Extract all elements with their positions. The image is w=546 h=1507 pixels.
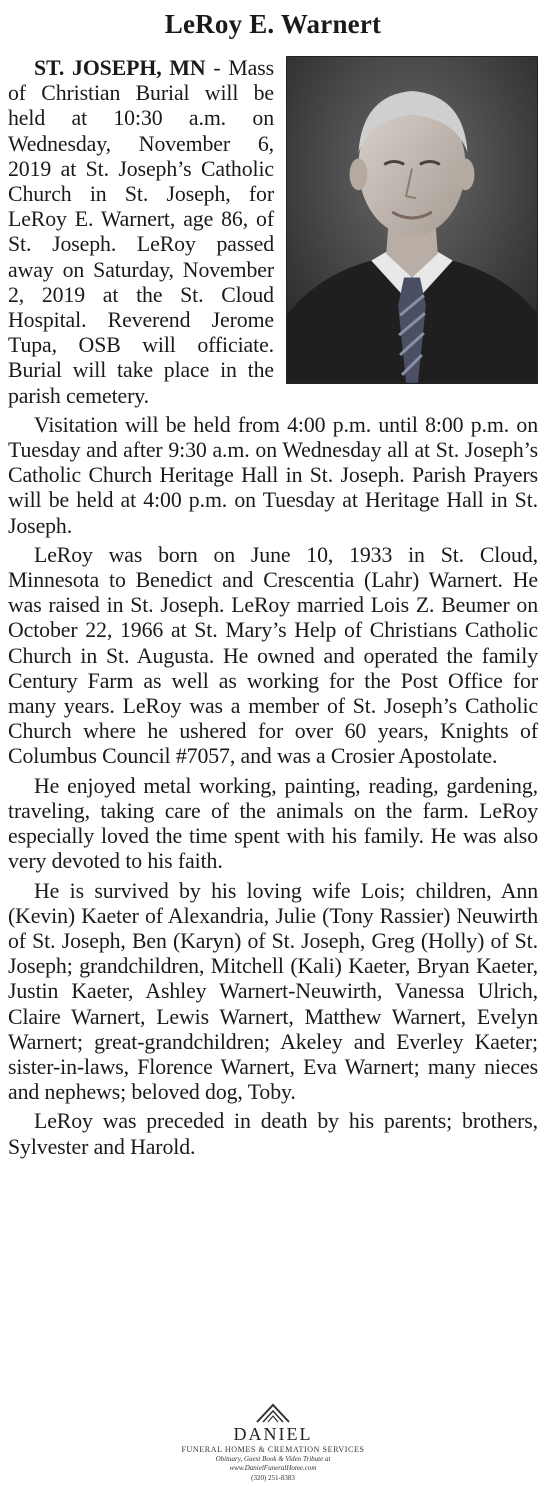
paragraph-survivors: He is survived by his loving wife Lois; children, Ann (Kevin) Kaeter of Alexandria, Julie (Tony Rassier) Neuwirth of St. Joseph, Ben (Karyn) of St. Joseph, Greg (Holly) of St. Joseph; grandchildren, Mitchell (Kali) Kaeter, Bryan Kaeter, Justin Kaeter, Ashley Warnert-Neuwirth, Vanessa Ulrich, Claire Warnert, Lewis Warnert, Matthew Warnert, Evelyn Warnert; great-grandchildren; Akeley and Everley Kaeter; sister-in-laws, Florence Warnert, Eva Warnert; many nieces and nephews; beloved dog, Toby.	[8, 878, 538, 1105]
paragraph-interests: He enjoyed metal working, painting, reading, gardening, traveling, taking care of the animals on the farm. LeRoy especially loved the time spent with his family. He was also very devoted to his faith.	[8, 773, 538, 874]
tribute-note: Obituary, Guest Book & Video Tribute at	[215, 1455, 331, 1463]
portrait-illustration	[287, 57, 537, 383]
obituary-title: LeRoy E. Warnert	[164, 9, 382, 39]
funeral-home-logo	[0, 1402, 546, 1483]
paragraph-service-text: - Mass of Christian Burial will be held at 10:30 a.m. on Wednesday, November 6, 2019 at St. Joseph’s Catholic Church in St. Joseph, for LeRoy E. Warnert, age 86, of St. Joseph. LeRoy passed away on Saturday, November 2, 2019 at the St. Cloud Hospital. Reverend Jerome Tupa, OSB will officiate. Burial will take place in the parish cemetery.	[8, 56, 274, 408]
dateline: ST. JOSEPH, MN	[34, 56, 206, 80]
paragraph-preceded: LeRoy was preceded in death by his parents; brothers, Sylvester and Harold.	[8, 1109, 538, 1159]
funeral-home-subtitle: FUNERAL HOMES & CREMATION SERVICES	[181, 1445, 365, 1454]
paragraph-biography: LeRoy was born on June 10, 1933 in St. Cloud, Minnesota to Benedict and Crescentia (Lahr) Warnert. He was raised in St. Joseph. LeRoy married Lois Z. Beumer on October 22, 1966 at St. Mary’s Help of Christians Catholic Church in St. Augusta. He owned and operated the family Century Farm as well as working for the Post Office for many years. LeRoy was a member of St. Joseph’s Catholic Church where he ushered for over 60 years, Knights of Columbus Council #7057, and was a Crosier Apostolate.	[8, 542, 538, 769]
funeral-home-name: DANIEL	[233, 1424, 313, 1444]
website-text: www.DanielFuneralHome.com	[229, 1464, 317, 1472]
paragraph-visitation: Visitation will be held from 4:00 p.m. until 8:00 p.m. on Tuesday and after 9:30 a.m. on Wednesday all at St. Joseph’s Catholic Church Heritage Hall in St. Joseph. Parish Prayers will be held at 4:00 p.m. on Tuesday at Heritage Hall in St. Joseph.	[8, 412, 538, 538]
portrait-photo	[286, 56, 538, 384]
chapel-roof-icon	[253, 1402, 293, 1424]
phone-number: (320) 251-8383	[251, 1474, 295, 1482]
